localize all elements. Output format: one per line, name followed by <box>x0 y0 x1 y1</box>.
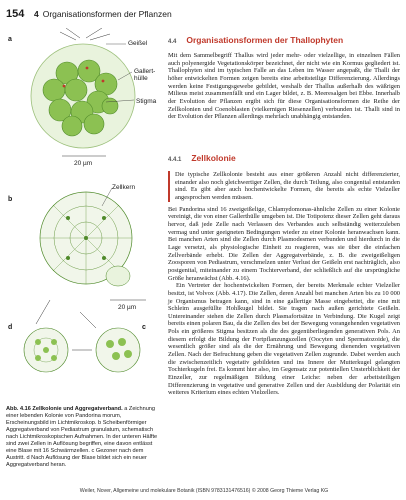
subsection-title: Zellkolonie <box>191 153 236 163</box>
figure-illustration <box>6 28 160 403</box>
chapter-number: 4 <box>34 9 39 19</box>
new-aggregate-d <box>24 300 96 372</box>
panel-b-label: b <box>8 196 13 203</box>
caption-text: a Zeichnung einer lebenden Kolonie von Pandorina morum, Erscheinungsbild im Lichtmikroskop. b Scheibenförmiger Aggregatverband von Pediastrum granulatum, schematisch nach Lichtmikroskopischen Aufnahmen. In der unteren Hälfte sind zwei Zellen in Auflösung begriffen, eine davon entlässt eine Blase mit 16 Schwärmzellen. c Gezoner nach dem Austritt. d Nach Auflösung der Blase bildet sich ein neuer Aggregatverband heran. <box>6 406 158 468</box>
subsection-heading <box>168 148 400 166</box>
section-paragraph: Mit dem Sammelbegriff Thallus wird jeder mehr- oder vielzellige, in einzelnen Fällen auch polyenergide Vegetationskörper bezeichnet, der nicht wie ein Kormus gegliedert ist. Thallophyten sind im typischen Falle an das Leben im Wasser angepaßt, die Thalli der höher entwickelten Formen zeigen bereits eine arbeitsteilige Differenzierung. Allerdings werden keine Festigungsgewebe gebildet, weshalb der Thallus außerhalb des wäßrigen Milieus meist zusammenfällt und ein Lager bildet, z. B. Meeresalgen bei Ebbe. Innerhalb der Evolution der Pflanzen ergibt sich für diese Organisationsformen die Reihe der Zellkolonien und Coenoblasten (vielkernigen Riesenzellen) verbunden ist. Thalli sind in der Evolution der Pflanzen allerdings mehrfach unabhängig entstanden. <box>168 52 400 121</box>
figure-4-16 <box>6 28 160 403</box>
definition-text: Die typische Zellkolonie besteht aus einer größeren Anzahl nicht differenzierter, einander also noch gleichwertiger Zellen, die durch Teilung, also congenital entstanden sind. Es gibt aber auch hochentwickelte Formen, die bereits als echte Vielzeller angesprochen werden müssen. <box>175 171 400 201</box>
caption-title: Abb. 4.16 Zellkolonie und Aggregatverband. <box>6 406 123 412</box>
zoospore-vesicle-c <box>96 328 140 372</box>
subsection-number: 4.4.1 <box>168 157 182 163</box>
section-title: Organisationsformen der Thallophyten <box>186 35 344 45</box>
panel-a-label: a <box>8 36 12 43</box>
label-zellkern: Zellkern <box>112 184 136 191</box>
body-paragraph-1: Bei Pandorina sind 16 zweigeißelige, Chlamydomonas-ähnliche Zellen zu einer Kolonie vereinigt, die von einer Gallerthülle umgeben ist. Die Totipotenz dieser Zellen geht daraus hervor, daß jede Zelle nach Verlassen des Verbandes auch selbständig weiterzuleben vermag und unter geeigneten Bedingungen wieder zu einer Kolonie heranwachsen kann. Bei manchen Arten sind die Zellen durch Plasmodesmen verbunden und hierdurch in die Lage versetzt, als physiologische Einheit zu reagieren, was sie über die einfachen Zellverbände erhebt. Die Zellen der Aggregatverbände, z. B. die zweigeißeligen Zoosporen von Pediastrum, verschmelzen unter Verlust der Geißeln erst nachträglich, also postgenital, miteinander zu einem Tochterverband, der schließlich auf die ursprüngliche Größe heranwächst (Abb. 4.16). <box>168 205 400 282</box>
label-gallerthuelle: Gallert-hülle <box>134 68 156 82</box>
pediastrum-aggregate <box>40 188 146 300</box>
section-number: 4.4 <box>168 39 177 45</box>
definition-box <box>168 171 400 202</box>
scale-bar-a-label: 20 µm <box>74 160 93 167</box>
panel-c-label: c <box>142 324 146 331</box>
page-number: 154 <box>6 8 25 20</box>
figure-caption <box>6 406 160 469</box>
section-heading <box>168 30 400 48</box>
panel-d-label: d <box>8 324 13 331</box>
section-4-4-1 <box>168 148 400 397</box>
body-paragraph-2: Ein Vertreter der hochentwickelten Formen, der bereits Merkmale echter Vielzeller besitzt, ist Volvox (Abb. 4.17). Die Zellen, deren Anzahl bei manchen Arten bis zu 10 000 je Organismus betragen kann, sind in eine gallertige Masse eingebettet, die eine mit Schleim ausgefüllte Hohlkugel bildet. Sie tragen nach außen gerichtete Geißeln. Untereinander stehen die Zellen durch Plasmafortsätze in Verbindung. Die Kugel zeigt bereits einen polaren Bau, da die Zellen des bei der Bewegung vorangehenden vegetativen Pols ein größeres Stigma besitzen als die des gegenüberliegenden generativen Pols. An diesem erfolgt die Bildung der Fortpflanzungszellen (Oocyten und Spermatozoide), die wesentlich größer sind als die der Ernährung und Bewegung dienenden vegetativen Zellen. Nach der Befruchtung geben die vegetativen Zellen zugrunde. Dabei werden auch die zwischenzeitlich vegetativ gebildeten und ins Innere der Mutterkugel gelangten Tochterkugeln frei. Es kommt hier also, im Gegensatz zur potentiellen Unsterblichkeit der Einzeller, zur regelmäßigen Bildung einer Leiche: neben der arbeitsteiligen Differenzierung in vegetative und generative Zellen und der Ausbildung der Polarität ein weiteres Kriterium eines echten Vielzellers. <box>168 282 400 397</box>
pandorina-colony <box>31 28 135 156</box>
scale-bar-b-label: 20 µm <box>118 304 137 311</box>
page-header <box>6 8 402 22</box>
label-stigma: Stigma <box>136 98 157 105</box>
chapter-title: Organisationsformen der Pflanzen <box>42 9 172 19</box>
chapter-heading <box>34 9 172 19</box>
label-geissel: Geißel <box>128 40 148 47</box>
page-footer: Weiler, Nover, Allgemeine und molekulare Botanik (ISBN 9783131476516) © 2008 Georg Thieme Verlag KG <box>79 488 329 494</box>
section-4-4 <box>168 30 400 121</box>
